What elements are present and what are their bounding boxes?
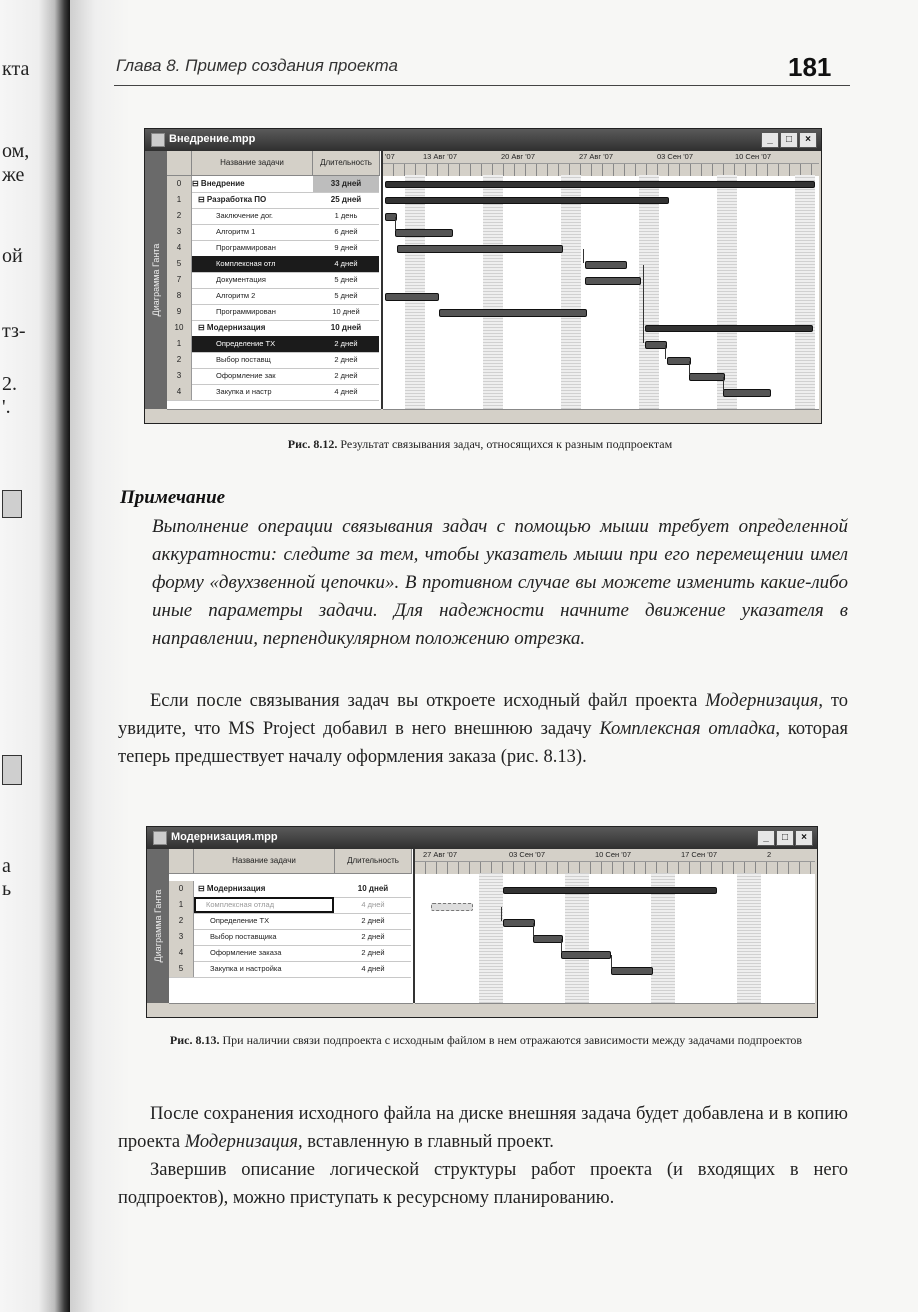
timescale-week: 27 Авг '07	[423, 850, 458, 859]
dependency-link	[665, 345, 666, 359]
nonworking-time	[479, 873, 503, 1003]
task-row[interactable]: 4 Закупка и настр 4 дней	[167, 384, 379, 401]
summary-bar[interactable]	[645, 325, 813, 332]
dependency-link	[611, 955, 612, 969]
task-row[interactable]: 5 Закупка и настройка 4 дней	[169, 961, 411, 978]
task-row[interactable]: 9 Программирован 10 дней	[167, 304, 379, 321]
task-row[interactable]: 0 ⊟ Модернизация 10 дней	[169, 881, 411, 898]
spine-fragment: ой	[2, 245, 23, 267]
dependency-link	[689, 361, 690, 375]
task-row[interactable]: 2 Выбор поставщ 2 дней	[167, 352, 379, 369]
close-icon[interactable]: ×	[799, 132, 817, 148]
dependency-link	[723, 377, 724, 391]
caption-text: Результат связывания задач, относящихся к разным подпроектам	[340, 437, 673, 451]
dependency-link	[643, 265, 644, 343]
figure-8-13-caption	[116, 1031, 856, 1049]
caption-text: При наличии связи подпроекта с исходным файлом в нем отражаются зависимости между задачами подпроектов	[222, 1033, 803, 1047]
note-text: Выполнение операции связывания задач с помощью мыши требует определенной аккуратности: следите за тем, чтобы указатель мыши при его перемещении имел форму «двухзвенной цепочки». В противном случае вы можете изменить какие-либо иные параметры задачи. Для надежности начните движение указателя в направлении, перпендикулярном положению отрезка.	[152, 516, 848, 649]
window-titlebar	[145, 129, 821, 151]
window-titlebar	[147, 827, 817, 849]
book-page	[70, 0, 918, 1312]
nonworking-time	[737, 873, 761, 1003]
nonworking-time	[405, 175, 425, 409]
task-row[interactable]: 0 ⊟ Внедрение 33 дней	[167, 176, 379, 193]
task-bar[interactable]	[503, 919, 535, 927]
spine-fragment: '.	[2, 396, 11, 418]
chart-horizontal-scrollbar[interactable]	[415, 1003, 815, 1017]
minimize-icon[interactable]: _	[757, 830, 775, 846]
task-row[interactable]: 2 Определение ТХ 2 дней	[169, 913, 411, 930]
maximize-icon[interactable]: □	[776, 830, 794, 846]
timescale	[383, 151, 819, 176]
external-task-bar[interactable]	[431, 903, 473, 911]
table-horizontal-scrollbar[interactable]	[167, 409, 381, 423]
figure-8-13-window	[146, 826, 818, 1018]
task-bar[interactable]	[645, 341, 667, 349]
maximize-icon[interactable]: □	[780, 132, 798, 148]
view-label: Диаграмма Ганта	[153, 889, 163, 963]
nonworking-time	[483, 175, 503, 409]
spine-fragment: тз-	[2, 320, 26, 342]
timescale-week: 17 Сен '07	[681, 850, 718, 859]
nonworking-time	[561, 175, 581, 409]
task-bar[interactable]	[533, 935, 563, 943]
task-bar[interactable]	[395, 229, 453, 237]
task-row[interactable]: 1 ⊟ Разработка ПО 25 дней	[167, 192, 379, 209]
task-row-selected[interactable]: 1 Определение ТХ 2 дней	[167, 336, 379, 353]
project-file-icon	[153, 831, 167, 845]
spine-window-icon	[2, 755, 22, 785]
task-row[interactable]: 8 Алгоритм 2 5 дней	[167, 288, 379, 305]
dependency-link	[501, 907, 502, 921]
spine-fragment: а	[2, 855, 11, 877]
task-bar[interactable]	[439, 309, 587, 317]
task-row[interactable]: 7 Документация 5 дней	[167, 272, 379, 289]
task-row[interactable]: 3 Алгоритм 1 6 дней	[167, 224, 379, 241]
name-column-header[interactable]: Название задачи	[192, 151, 313, 176]
task-table	[169, 849, 415, 1003]
task-row[interactable]: 4 Программирован 9 дней	[167, 240, 379, 257]
header-rule	[114, 85, 850, 86]
window-title: Внедрение.mpp	[169, 133, 256, 145]
timescale-week: 27 Авг '07	[579, 152, 614, 161]
paragraph: После сохранения исходного файла на диске внешняя задача будет добавлена и в копию проекта Модернизация, вставленную в главный проект.	[118, 1104, 848, 1152]
id-column-header	[167, 151, 192, 176]
close-icon[interactable]: ×	[795, 830, 813, 846]
dependency-link	[561, 939, 562, 953]
view-bar[interactable]	[145, 151, 167, 409]
nonworking-time	[795, 175, 815, 409]
spine-fragment: кта	[2, 58, 30, 80]
dependency-link	[533, 923, 534, 937]
nonworking-time	[639, 175, 659, 409]
paragraph: Если после связывания задач вы откроете исходный файл проекта Модернизация, то увидите, что MS Project добавил в него внешнюю задачу Комплексная отладка, которая теперь предшествует началу оформления заказа (рис. 8.13).	[118, 691, 849, 767]
task-row-selected[interactable]: 5 Комплексная отл 4 дней	[167, 256, 379, 273]
timescale-week: 20 Авг '07	[501, 152, 536, 161]
chart-horizontal-scrollbar[interactable]	[383, 409, 819, 423]
task-row[interactable]: 10 ⊟ Модернизация 10 дней	[167, 320, 379, 337]
name-column-header[interactable]: Название задачи	[194, 849, 335, 874]
minimize-icon[interactable]: _	[761, 132, 779, 148]
paragraph: Завершив описание логической структуры работ проекта (и входящих в него подпроектов), можно приступать к ресурсному планированию.	[118, 1160, 848, 1208]
task-bar[interactable]	[385, 293, 439, 301]
timescale-week: 03 Сен '07	[657, 152, 694, 161]
summary-bar[interactable]	[385, 197, 669, 204]
timescale	[415, 849, 815, 874]
spine-fragment: ом,	[2, 140, 30, 162]
page-number: 181	[788, 52, 832, 82]
summary-bar[interactable]	[385, 181, 815, 188]
figure-8-12-window	[144, 128, 822, 424]
timescale-week: 2	[767, 850, 772, 859]
timescale-week: 10 Сен '07	[735, 152, 772, 161]
task-bar[interactable]	[585, 261, 627, 269]
spine-fragment: 2.	[2, 373, 17, 395]
task-bar[interactable]	[689, 373, 725, 381]
gantt-chart[interactable]	[383, 151, 819, 409]
caption-label: Рис. 8.12.	[287, 437, 338, 451]
spine-fragment: ь	[2, 878, 12, 900]
view-label: Диаграмма Ганта	[151, 243, 161, 317]
id-column-header	[169, 849, 194, 874]
spine-fragment: же	[2, 164, 25, 186]
task-bar[interactable]	[667, 357, 691, 365]
task-bar[interactable]	[585, 277, 641, 285]
note-heading: Примечание	[120, 487, 226, 508]
task-bar[interactable]	[611, 967, 653, 975]
duration-column-header[interactable]: Длительность	[313, 151, 380, 176]
task-row[interactable]: 2 Заключение дог. 1 день	[167, 208, 379, 225]
spine-window-icon	[2, 490, 22, 518]
timescale-days	[383, 163, 819, 176]
task-row[interactable]: 3 Выбор поставщика 2 дней	[169, 929, 411, 946]
project-file-icon	[151, 133, 165, 147]
timescale-week: '07	[385, 152, 395, 161]
task-bar[interactable]	[561, 951, 611, 959]
adjacent-page-edge	[0, 0, 70, 1312]
task-bar[interactable]	[723, 389, 771, 397]
summary-bar[interactable]	[503, 887, 717, 894]
duration-column-header[interactable]: Длительность	[335, 849, 412, 874]
window-title: Модернизация.mpp	[171, 831, 278, 843]
task-row-external[interactable]: 1 Комплексная отлад 4 дней	[169, 897, 411, 914]
task-row[interactable]: 4 Оформление заказа 2 дней	[169, 945, 411, 962]
figure-8-12-caption	[180, 437, 780, 452]
task-bar[interactable]	[397, 245, 563, 253]
timescale-week: 03 Сен '07	[509, 850, 546, 859]
gantt-chart[interactable]	[415, 849, 815, 1003]
caption-label: Рис. 8.13.	[169, 1033, 220, 1047]
running-title: Глава 8. Пример создания проекта	[116, 56, 398, 75]
task-row[interactable]: 3 Оформление зак 2 дней	[167, 368, 379, 385]
view-bar[interactable]	[147, 849, 169, 1003]
dependency-link	[583, 249, 584, 263]
table-horizontal-scrollbar[interactable]	[169, 1003, 413, 1017]
task-table	[167, 151, 383, 409]
timescale-week: 13 Авг '07	[423, 152, 458, 161]
dependency-link	[395, 217, 396, 231]
timescale-week: 10 Сен '07	[595, 850, 632, 859]
